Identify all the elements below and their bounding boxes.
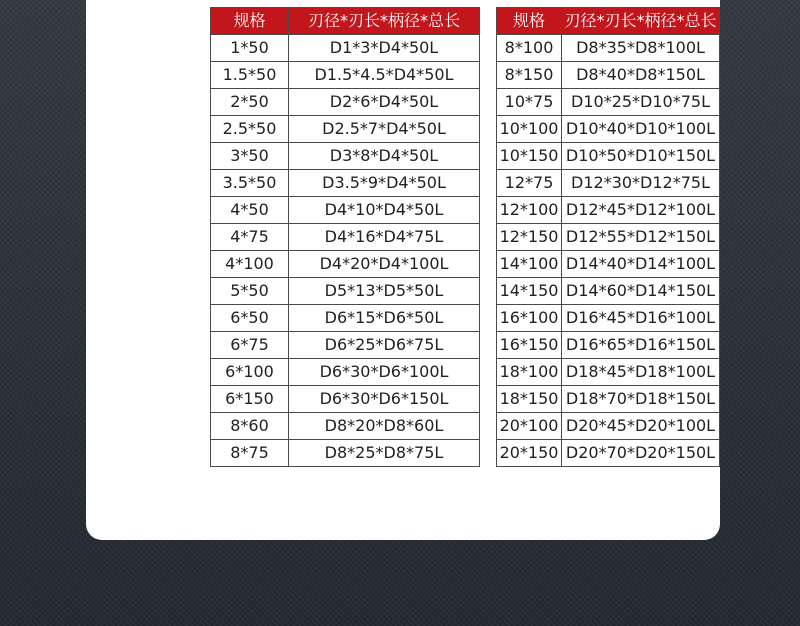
table-body-right [497, 35, 720, 467]
table-row [497, 251, 720, 278]
header-dimensions: 刃径*刃长*柄径*总长 [289, 8, 480, 35]
cell-dimensions: D2.5*7*D4*50L [289, 116, 480, 143]
cell-spec: 8*75 [211, 440, 289, 467]
cell-dimensions: D16*65*D16*150L [562, 332, 720, 359]
spec-table-left [210, 7, 480, 467]
cell-dimensions: D4*10*D4*50L [289, 197, 480, 224]
table-row [211, 197, 480, 224]
table-row [497, 224, 720, 251]
cell-spec: 8*60 [211, 413, 289, 440]
cell-spec: 16*100 [497, 305, 562, 332]
header-spec: 规格 [211, 8, 289, 35]
cell-dimensions: D20*70*D20*150L [562, 440, 720, 467]
spec-table-right [496, 7, 720, 467]
table-row [497, 197, 720, 224]
cell-spec: 20*150 [497, 440, 562, 467]
cell-spec: 6*150 [211, 386, 289, 413]
cell-spec: 14*100 [497, 251, 562, 278]
cell-spec: 4*50 [211, 197, 289, 224]
cell-dimensions: D12*55*D12*150L [562, 224, 720, 251]
cell-spec: 12*75 [497, 170, 562, 197]
cell-dimensions: D10*40*D10*100L [562, 116, 720, 143]
table-row [497, 62, 720, 89]
cell-spec: 8*100 [497, 35, 562, 62]
table-row [211, 62, 480, 89]
cell-dimensions: D6*25*D6*75L [289, 332, 480, 359]
cell-spec: 8*150 [497, 62, 562, 89]
cell-spec: 6*75 [211, 332, 289, 359]
content-card [86, 0, 720, 540]
table-row [211, 143, 480, 170]
cell-spec: 6*50 [211, 305, 289, 332]
table-row [211, 116, 480, 143]
cell-spec: 3*50 [211, 143, 289, 170]
cell-dimensions: D20*45*D20*100L [562, 413, 720, 440]
cell-dimensions: D5*13*D5*50L [289, 278, 480, 305]
table-row [497, 116, 720, 143]
cell-dimensions: D8*20*D8*60L [289, 413, 480, 440]
cell-dimensions: D16*45*D16*100L [562, 305, 720, 332]
table-row [497, 386, 720, 413]
cell-dimensions: D12*30*D12*75L [562, 170, 720, 197]
cell-spec: 12*150 [497, 224, 562, 251]
table-row [497, 359, 720, 386]
cell-dimensions: D12*45*D12*100L [562, 197, 720, 224]
table-row [497, 35, 720, 62]
table-row [497, 440, 720, 467]
cell-spec: 14*150 [497, 278, 562, 305]
table-header-row [497, 8, 720, 35]
cell-spec: 18*150 [497, 386, 562, 413]
cell-spec: 18*100 [497, 359, 562, 386]
table-body-left [211, 35, 480, 467]
table-row [211, 332, 480, 359]
cell-dimensions: D8*25*D8*75L [289, 440, 480, 467]
cell-spec: 4*100 [211, 251, 289, 278]
header-spec: 规格 [497, 8, 562, 35]
table-row [211, 413, 480, 440]
cell-dimensions: D8*40*D8*150L [562, 62, 720, 89]
header-dimensions: 刃径*刃长*柄径*总长 [562, 8, 720, 35]
cell-spec: 4*75 [211, 224, 289, 251]
cell-dimensions: D10*25*D10*75L [562, 89, 720, 116]
table-row [211, 251, 480, 278]
table-row [497, 305, 720, 332]
table-row [497, 413, 720, 440]
table-row [211, 359, 480, 386]
cell-dimensions: D6*30*D6*150L [289, 386, 480, 413]
cell-dimensions: D10*50*D10*150L [562, 143, 720, 170]
cell-dimensions: D4*16*D4*75L [289, 224, 480, 251]
cell-spec: 16*150 [497, 332, 562, 359]
table-row [497, 332, 720, 359]
table-row [497, 170, 720, 197]
table-header-row [211, 8, 480, 35]
cell-spec: 10*75 [497, 89, 562, 116]
table-row [211, 170, 480, 197]
cell-spec: 10*150 [497, 143, 562, 170]
cell-dimensions: D14*60*D14*150L [562, 278, 720, 305]
table-row [211, 224, 480, 251]
cell-spec: 6*100 [211, 359, 289, 386]
cell-dimensions: D2*6*D4*50L [289, 89, 480, 116]
cell-spec: 1*50 [211, 35, 289, 62]
table-row [497, 89, 720, 116]
cell-dimensions: D3*8*D4*50L [289, 143, 480, 170]
cell-spec: 1.5*50 [211, 62, 289, 89]
cell-dimensions: D1*3*D4*50L [289, 35, 480, 62]
table-row [211, 278, 480, 305]
cell-dimensions: D4*20*D4*100L [289, 251, 480, 278]
cell-dimensions: D6*30*D6*100L [289, 359, 480, 386]
cell-dimensions: D6*15*D6*50L [289, 305, 480, 332]
cell-dimensions: D18*45*D18*100L [562, 359, 720, 386]
cell-dimensions: D1.5*4.5*D4*50L [289, 62, 480, 89]
table-row [211, 89, 480, 116]
cell-dimensions: D8*35*D8*100L [562, 35, 720, 62]
cell-dimensions: D14*40*D14*100L [562, 251, 720, 278]
table-row [497, 278, 720, 305]
table-row [497, 143, 720, 170]
table-row [211, 440, 480, 467]
table-row [211, 305, 480, 332]
cell-spec: 2.5*50 [211, 116, 289, 143]
cell-dimensions: D3.5*9*D4*50L [289, 170, 480, 197]
table-row [211, 386, 480, 413]
cell-spec: 12*100 [497, 197, 562, 224]
cell-dimensions: D18*70*D18*150L [562, 386, 720, 413]
cell-spec: 10*100 [497, 116, 562, 143]
cell-spec: 2*50 [211, 89, 289, 116]
cell-spec: 5*50 [211, 278, 289, 305]
table-row [211, 35, 480, 62]
cell-spec: 3.5*50 [211, 170, 289, 197]
cell-spec: 20*100 [497, 413, 562, 440]
